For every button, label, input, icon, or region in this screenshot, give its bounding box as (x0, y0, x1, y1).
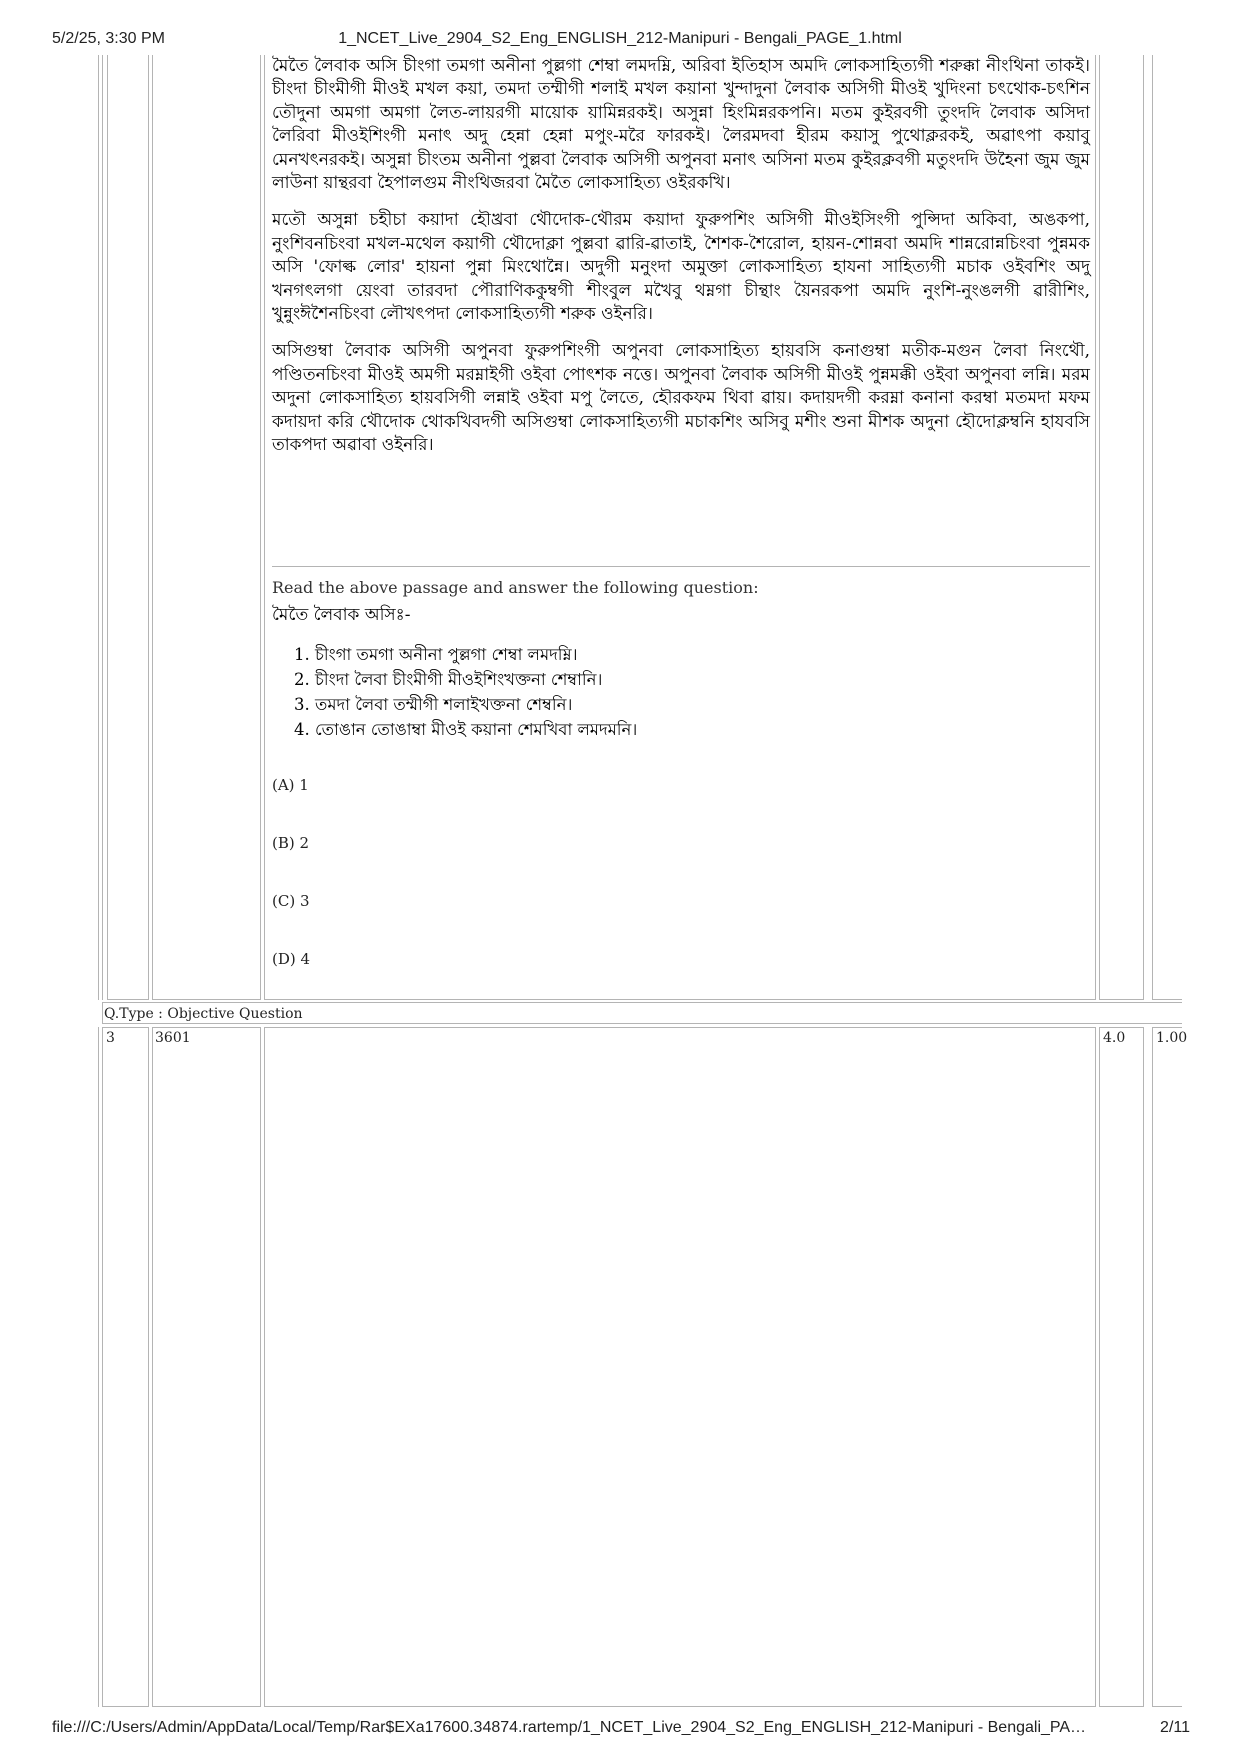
statement-item: 2. চীংদা লৈবা চীংমীগী মীওইশিংখক্তনা শেম্বানি। (294, 670, 603, 689)
qtype-label: Q.Type : Objective Question (104, 1006, 303, 1022)
question-stem: মৈতৈ লৈবাক অসিঃ- (272, 605, 411, 625)
print-footer (0, 1719, 1240, 1741)
question-instruction: Read the above passage and answer the following question: (272, 578, 759, 597)
question-id: 3601 (155, 1030, 191, 1046)
passage (272, 55, 1090, 472)
question-serial: 3 (106, 1030, 115, 1046)
divider (272, 566, 1090, 567)
marks-cell (1099, 1027, 1144, 1707)
id-cell (152, 55, 261, 1000)
serial-cell (102, 1027, 149, 1707)
option-c: (C) 3 (272, 892, 310, 910)
passage-paragraph-2: মতৌ অসুন্না চহীচা কয়াদা হৌখ্রবা থৌদোক-থৌরম কয়াদা ফুরুপশিং অসিগী মীওইসিংগী পুন্সিদা অকিবা, অঙকপা, নুংশিবনচিংবা মখল-মথেল কয়াগী থৌদোক্লা পুল্লবা ৱারি-ৱাতাই, শৈশক-শৈরোল, হায়ন-শোন্নবা অমদি শান্নরোন্নচিংবা পুন্নমক অসি 'ফোল্ক লোর' হায়না পুন্না মিংথোন্নৈ। অদুগী মনুংদা অমুক্তা লোকসাহিত্য হাযনা সাহিত্যগী মচাক ওইবশিং অদু খনগৎলগা য়েংবা তারবদা পৌরাণিককুম্বগী শীংবুল মখৈবু থম্নগা চীন্থাং য়ৈনরকপা অমদি নুংশি-নুংঙলগী ৱারীশিং, খুন্নুংঈশৈনচিংবা লৌখৎপদা লোকসাহিত্যগী শরুক ওইনরি। (272, 210, 1090, 325)
serial-cell (107, 55, 149, 1000)
passage-paragraph-3: অসিগুম্বা লৈবাক অসিগী অপুনবা ফুরুপশিংগী অপুনবা লোকসাহিত্য হায়বসি কনাগুম্বা মতীক-মগুন লৈবা নিংথৌ, পণ্ডিতনচিংবা মীওই অমগী মরম্নাইগী ওইবা পোৎশক নত্তে। অপুনবা লৈবাক অসিগী মীওই পুন্নমক্কী ওইবা অপুনবা লন্নি। মরম অদুনা লোকসাহিত্য হায়বসিগী লন্নাই ওইবা মপু লৈতে, হৌরকফম থিবা ৱায়। কদায়দগী করম্না কনানা করম্বা মতমদা মফম কদায়দা করি থৌদোক থোকখিবদগী অসিগুম্বা লোকসাহিত্যগী মচাকশিং অসিবু মশীং শুনা মীশক অদুনা হৌদোক্লম্বনি হাযবসি তাকপদা অৱাবা ওইনরি। (272, 341, 1090, 456)
statement-item: 3. তমদা লৈবা তম্মীগী শলাইখক্তনা শেম্বনি। (294, 695, 573, 714)
print-header (0, 30, 1240, 52)
option-a: (A) 1 (272, 776, 309, 794)
statement-item: 1. চীংগা তমগা অনীনা পুল্লগা শেম্বা লমদম্নি। (294, 645, 578, 664)
print-datetime: 5/2/25, 3:30 PM (52, 30, 165, 47)
negative-cell (1152, 55, 1182, 1000)
marks-cell (1099, 55, 1144, 1000)
table-border-left (98, 1027, 99, 1707)
statement-item: 4. তোঙান তোঙাম্বা মীওই কয়ানা শেমখিবা লমদমনি। (294, 720, 638, 739)
question-cell (264, 1027, 1096, 1707)
negative-cell (1152, 1027, 1188, 1707)
passage-paragraph-1: মৈতৈ লৈবাক অসি চীংগা তমগা অনীনা পুল্লগা শেম্বা লমদম্নি, অরিবা ইতিহাস অমদি লোকসাহিত্যগী শরুক্কা নীংথিনা তাকই। চীংদা চীংমীগী মীওই মখল কয়া, তমদা তম্মীগী শলাই মখল কয়ানা খুন্দাদুনা লৈবাক অসিগী মীওই খুদিংনা চৎথোক-চৎশিন তৌদুনা অমগা অমগা লৈত-লায়রগী মায়োক য়ামিন্নরকই। অসুন্না হিংমিন্নরকপনি। মতম কুইরবগী তুংদদি লৈবাক অসিদা লৈরিবা মীওইশিংগী মনাৎ অদু হেন্না হেন্না মপুং-মরৈ ফারকই। লৈরমদবা হীরম কয়াসু পুথোক্লরকই, অৱাৎপা কয়াবু মেনখৎনরকই। অসুন্না চীংতম অনীনা পুল্লবা লৈবাক অসিগী অপুনবা মনাৎ অসিনা মতম কুইরক্লবগী মতুংদদি উহৈনা জুম জুম লাউনা য়ান্থরবা হৈপালগুম নীংথিজরবা মৈতৈ লোকসাহিত্য ওইরকখি। (272, 56, 1090, 194)
table-border-left (98, 55, 99, 1000)
file-path: file:///C:/Users/Admin/AppData/Local/Temp/Rar$EXa17600.34874.rartemp/1_NCET_Live_2904_S2_Eng_ENGLISH_212-Manipuri - Bengali_PA… (52, 1719, 1087, 1736)
page-number: 2/11 (1160, 1719, 1190, 1736)
table-border-left-inner (102, 55, 103, 1000)
page-title: 1_NCET_Live_2904_S2_Eng_ENGLISH_212-Manipuri - Bengali_PAGE_1.html (338, 30, 902, 47)
option-d: (D) 4 (272, 950, 311, 968)
statement-list (294, 642, 637, 742)
id-cell (152, 1027, 261, 1707)
question-marks: 4.0 (1103, 1030, 1126, 1046)
question-negative-marks: 1.00 (1156, 1030, 1188, 1046)
option-b: (B) 2 (272, 834, 310, 852)
